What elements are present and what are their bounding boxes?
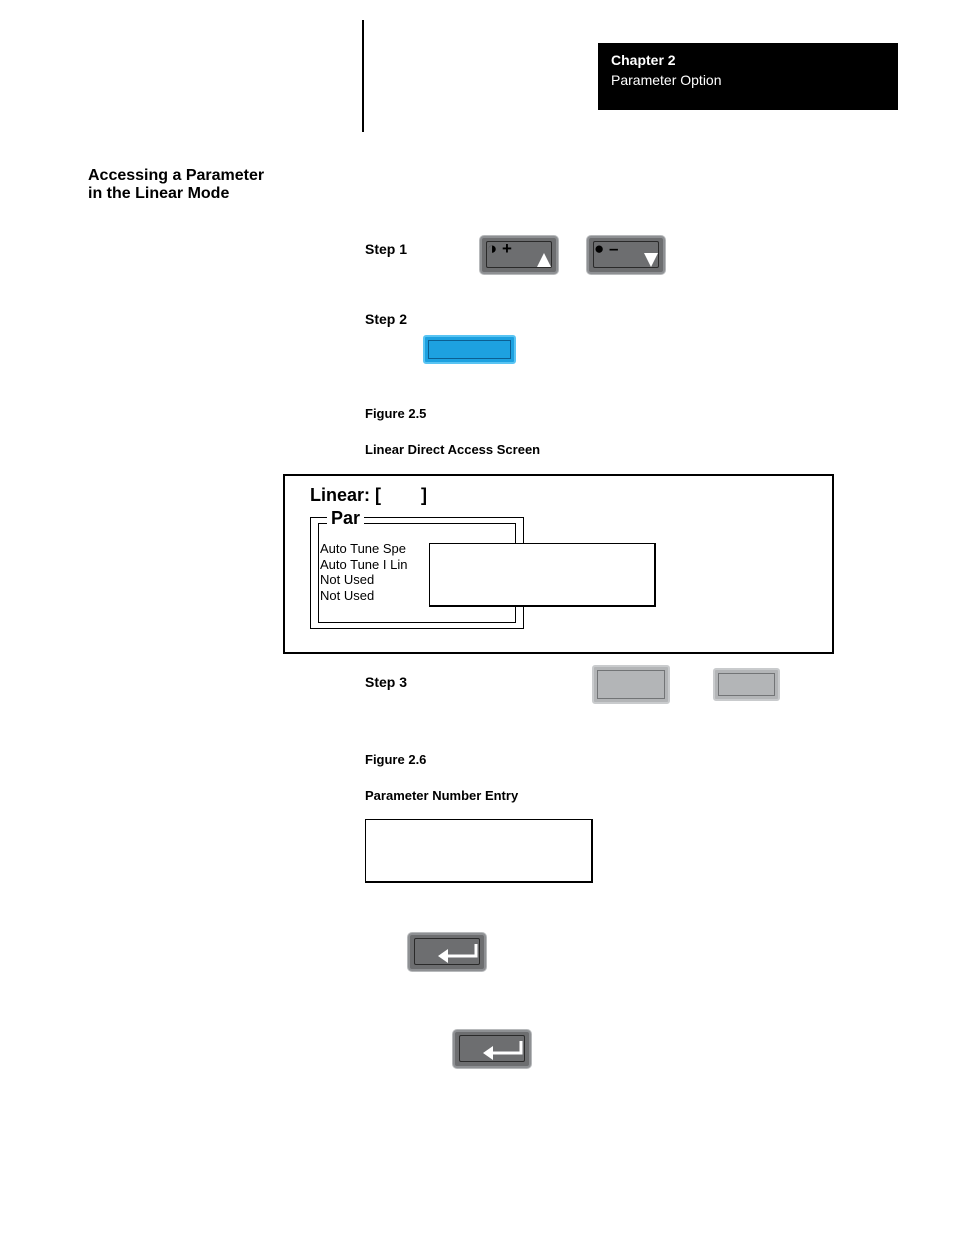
par-group-label: Par	[327, 508, 364, 529]
enter-icon	[481, 1040, 525, 1060]
section-title-line1: Accessing a Parameter	[88, 167, 265, 184]
step1-label: Step 1	[365, 241, 408, 257]
linear-direct-access-screen	[283, 474, 834, 654]
overlay-entry-box	[429, 543, 656, 607]
enter-icon	[436, 943, 480, 963]
par-list-item: Not Used	[320, 588, 375, 603]
chapter-header	[598, 43, 898, 110]
enter-key-second[interactable]	[453, 1030, 531, 1068]
section-title	[88, 167, 328, 203]
gray-key-right[interactable]	[713, 668, 780, 701]
par-list-item: Auto Tune Spe	[320, 541, 407, 556]
up-key-symbols: ◑ +	[487, 239, 512, 258]
key-bezel	[428, 340, 511, 359]
par-list-item: Auto Tune I Lin	[320, 557, 408, 572]
down-key-symbols: ● –	[594, 239, 619, 258]
figure-2-6-caption: Parameter Number Entry	[365, 788, 519, 803]
blue-function-key[interactable]	[423, 335, 516, 364]
par-list-item: Not Used	[320, 572, 375, 587]
key-bezel	[597, 670, 665, 699]
up-arrow-icon	[536, 252, 552, 268]
parameter-number-entry-box	[365, 819, 593, 883]
section-title-line2: in the Linear Mode	[88, 185, 230, 202]
chapter-subtitle: Parameter Option	[611, 72, 722, 88]
gray-key-left[interactable]	[592, 665, 670, 704]
figure-2-6-number: Figure 2.6	[365, 752, 427, 767]
chapter-label: Chapter 2	[611, 52, 676, 68]
step3-label: Step 3	[365, 674, 408, 690]
down-arrow-icon	[643, 252, 659, 268]
down-decrement-key[interactable]	[587, 236, 665, 274]
figure-2-5-number: Figure 2.5	[365, 406, 427, 421]
figure-2-5-caption: Linear Direct Access Screen	[365, 442, 541, 457]
screen-title: Linear: [ ]	[310, 485, 428, 505]
step2-label: Step 2	[365, 311, 408, 327]
enter-key[interactable]	[408, 933, 486, 971]
header-rule	[362, 20, 364, 132]
key-bezel	[718, 673, 775, 696]
up-increment-key[interactable]	[480, 236, 558, 274]
